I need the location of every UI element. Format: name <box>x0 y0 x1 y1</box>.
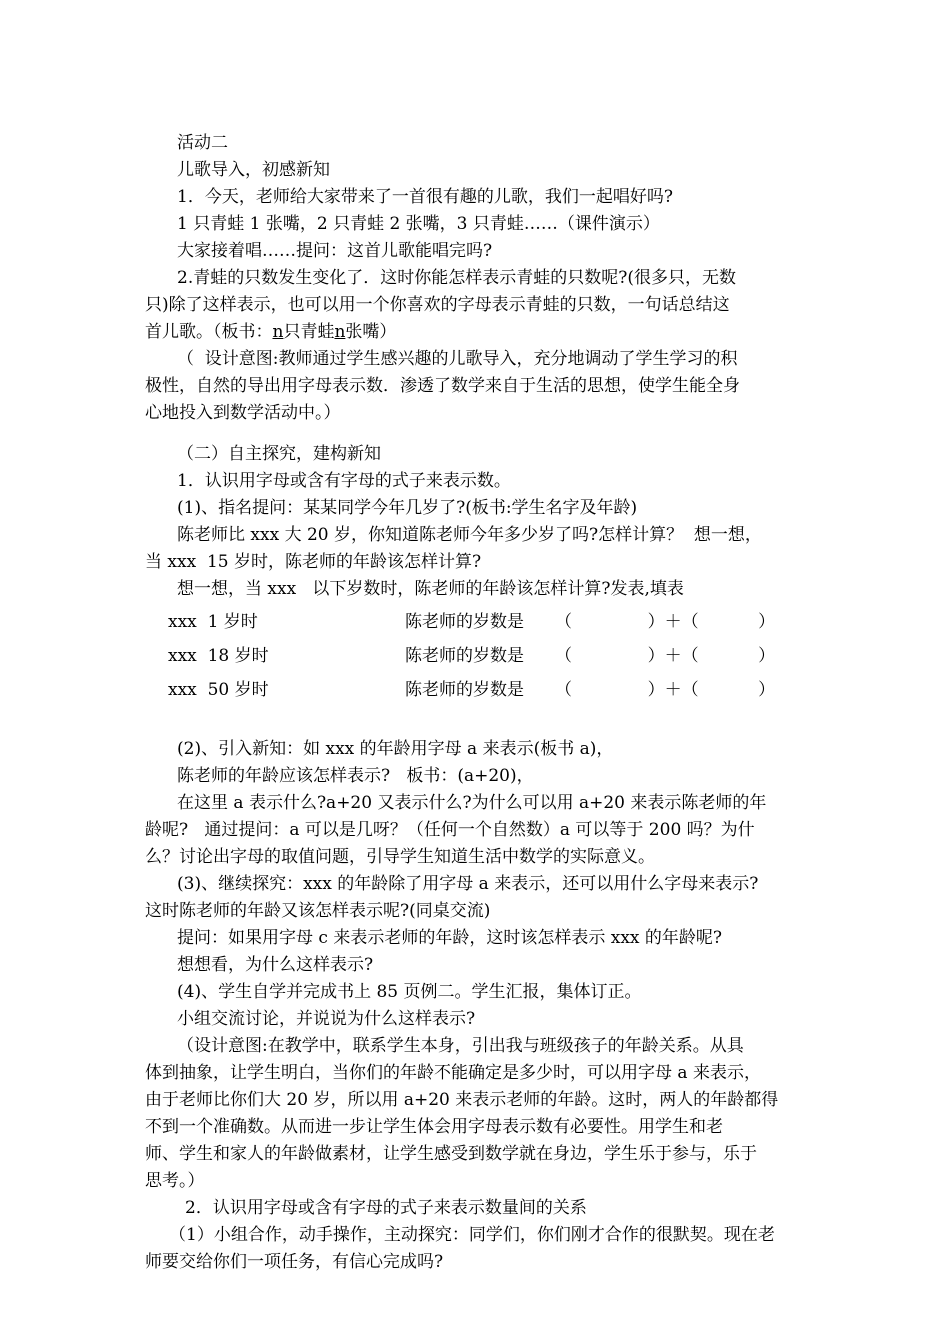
design-intent-line: （ 设计意图:教师通过学生感兴趣的儿歌导入，充分地调动了学生学习的积 <box>177 349 738 369</box>
paragraph-line: (4)、学生自学并完成书上 85 页例二。学生汇报，集体订正。 <box>177 982 642 1002</box>
table-blank-cell: （ ）＋（ ） <box>555 612 776 632</box>
paragraph-line: 提问：如果用字母 c 来表示老师的年龄，这时该怎样表示 xxx 的年龄呢? <box>177 928 723 948</box>
board-prefix: 首儿歌。（板书： <box>145 322 273 342</box>
paragraph-line: 只)除了这样表示，也可以用一个你喜欢的字母表示青蛙的只数，一句话总结这 <box>145 295 730 315</box>
paragraph-line: 在这里 a 表示什么?a+20 又表示什么?为什么可以用 a+20 来表示陈老师的年 <box>177 793 767 813</box>
subsection-heading: 2．认识用字母或含有字母的式子来表示数量间的关系 <box>185 1198 587 1218</box>
paragraph-line: 龄呢? 通过提问：a 可以是几呀？（任何一个自然数）a 可以等于 200 吗？为什 <box>145 820 755 840</box>
design-intent-line: 师、学生和家人的年龄做素材，让学生感受到数学就在身边，学生乐于参与，乐于 <box>145 1144 757 1164</box>
design-intent-line: 心地投入到数学活动中。） <box>145 403 341 423</box>
paragraph-line: 1．认识用字母或含有字母的式子来表示数。 <box>177 471 511 491</box>
paragraph-line: 陈老师的年龄应该怎样表示? 板书：(a+20)， <box>177 766 534 786</box>
table-age-cell: xxx 1 岁时 <box>168 612 258 632</box>
table-label-cell: 陈老师的岁数是 <box>405 646 524 666</box>
paragraph-line: (2)、引入新知：如 xxx 的年龄用字母 a 来表示(板书 a)， <box>177 739 614 759</box>
paragraph-line: 1．今天，老师给大家带来了一首很有趣的儿歌，我们一起唱好吗? <box>177 187 673 207</box>
board-n-1: n <box>272 322 284 342</box>
table-blank-cell: （ ）＋（ ） <box>555 646 776 666</box>
paragraph-line: 想一想，当 xxx 以下岁数时，陈老师的年龄该怎样计算?发表,填表 <box>177 579 684 599</box>
paragraph-line: 2.青蛙的只数发生变化了．这时你能怎样表示青蛙的只数呢?(很多只，无数 <box>177 268 736 288</box>
paragraph-line: 当 xxx 15 岁时，陈老师的年龄该怎样计算? <box>145 552 482 572</box>
paragraph-line: (1)、指名提问：某某同学今年几岁了?(板书:学生名字及年龄) <box>177 498 638 518</box>
board-n-2: n <box>334 322 346 342</box>
design-intent-line: 由于老师比你们大 20 岁，所以用 a+20 来表示老师的年龄。这时，两人的年龄都得 <box>145 1090 779 1110</box>
paragraph-line: 么？讨论出字母的取值问题，引导学生知道生活中数学的实际意义。 <box>145 847 655 867</box>
section-heading: （二）自主探究，建构新知 <box>177 444 381 464</box>
paragraph-line: 小组交流讨论，并说说为什么这样表示? <box>177 1009 476 1029</box>
paragraph-line: 这时陈老师的年龄又该怎样表示呢?(同桌交流) <box>145 901 491 921</box>
design-intent-line: 思考。） <box>145 1171 205 1191</box>
table-label-cell: 陈老师的岁数是 <box>405 680 524 700</box>
board-mid: 只青蛙 <box>283 322 335 342</box>
table-label-cell: 陈老师的岁数是 <box>405 612 524 632</box>
design-intent-line: （设计意图:在教学中，联系学生本身，引出我与班级孩子的年龄关系。从具 <box>177 1036 744 1056</box>
paragraph-line: 大家接着唱……提问：这首儿歌能唱完吗? <box>177 241 493 261</box>
paragraph-line: 想想看，为什么这样表示? <box>177 955 374 975</box>
paragraph-line: （1）小组合作，动手操作，主动探究：同学们，你们刚才合作的很默契。现在老 <box>169 1225 775 1245</box>
table-age-cell: xxx 18 岁时 <box>168 646 269 666</box>
design-intent-line: 不到一个准确数。从而进一步让学生体会用字母表示数有必要性。用学生和老 <box>145 1117 723 1137</box>
table-age-cell: xxx 50 岁时 <box>168 680 269 700</box>
paragraph-line: 1 只青蛙 1 张嘴，2 只青蛙 2 张嘴，3 只青蛙……（课件演示） <box>177 214 660 234</box>
design-intent-line: 体到抽象，让学生明白，当你们的年龄不能确定是多少时，可以用字母 a 来表示， <box>145 1063 761 1083</box>
design-intent-line: 极性，自然的导出用字母表示数．渗透了数学来自于生活的思想，使学生能全身 <box>145 376 740 396</box>
paragraph-line: 陈老师比 xxx 大 20 岁，你知道陈老师今年多少岁了吗?怎样计算？ 想一想， <box>177 525 762 545</box>
table-blank-cell: （ ）＋（ ） <box>555 680 776 700</box>
board-suffix: 张嘴） <box>345 322 397 342</box>
paragraph-line: (3)、继续探究：xxx 的年龄除了用字母 a 来表示，还可以用什么字母来表示? <box>177 874 759 894</box>
activity-subheading: 儿歌导入，初感新知 <box>177 160 330 180</box>
activity-heading: 活动二 <box>177 133 228 153</box>
board-note-line <box>145 320 396 344</box>
paragraph-line: 师要交给你们一项任务，有信心完成吗? <box>145 1252 444 1272</box>
